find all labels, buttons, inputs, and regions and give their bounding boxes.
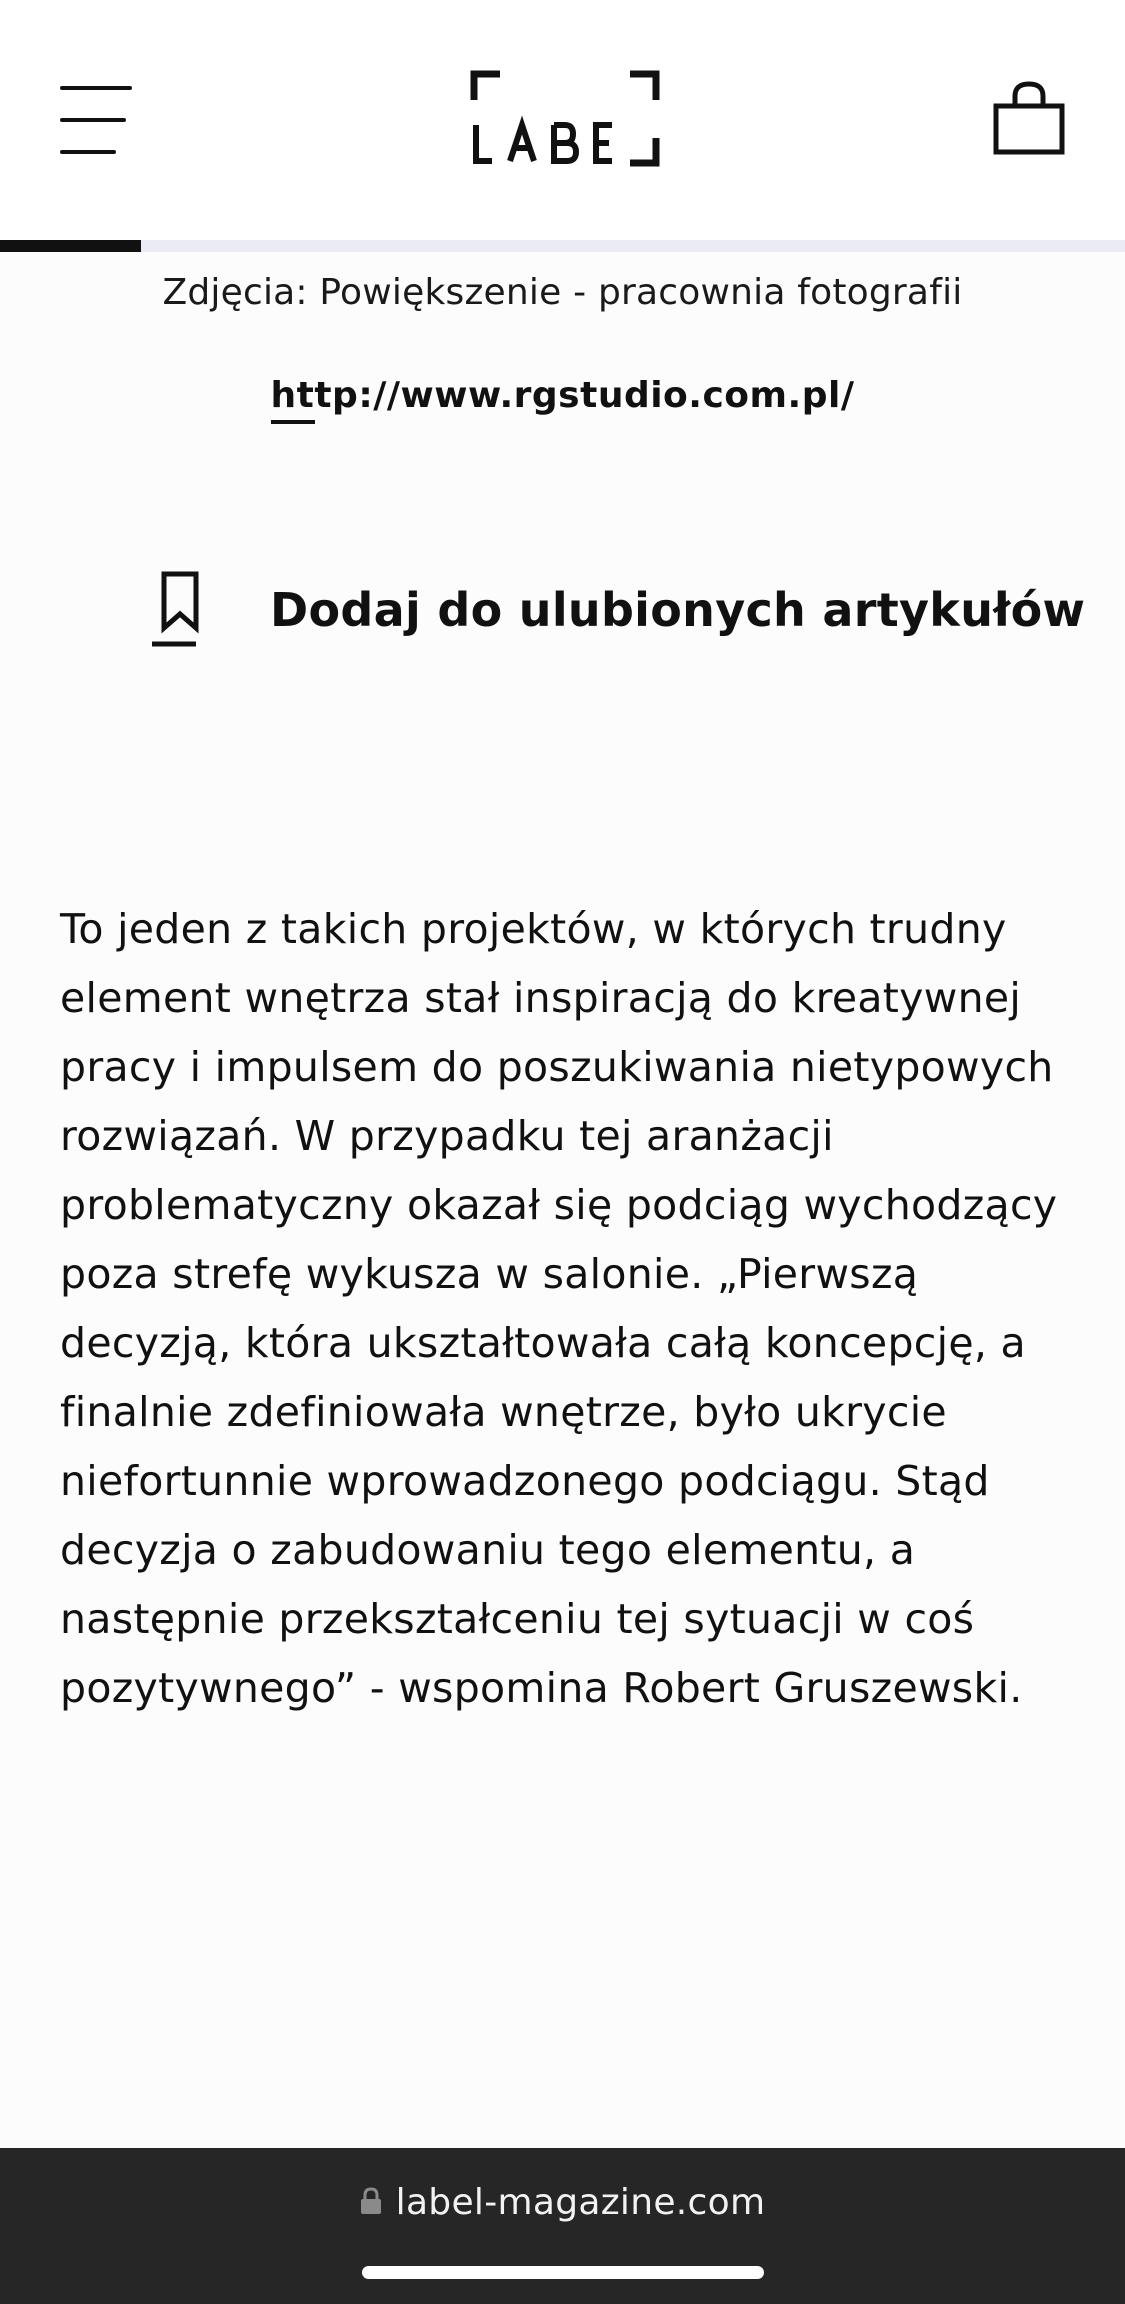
- add-to-favorites-button[interactable]: [150, 570, 1085, 650]
- url-text: label-magazine.com: [395, 2182, 766, 2223]
- menu-line: [60, 86, 132, 90]
- label-logo[interactable]: [470, 70, 660, 167]
- reading-progress-fill: [0, 240, 141, 252]
- url-field[interactable]: [0, 2182, 1125, 2223]
- photo-credit: Zdjęcia: Powiększenie - pracownia fotografii: [162, 272, 963, 313]
- menu-line: [60, 118, 126, 122]
- browser-address-bar: [0, 2148, 1125, 2304]
- article-paragraph: To jeden z takich projektów, w których trudny element wnętrza stał inspiracją do kreatywnej pracy i impulsem do poszukiwania nietypowych rozwiązań. W przypadku tej aranżacji problematyczny okazał się podciąg wychodzący poza strefę wykusza w salonie. „Pierwszą decyzją, która ukształtowała całą koncepcję, a finalnie zdefiniowała wnętrze, było ukrycie niefortunnie wprowadzonego podciągu. Stąd decyzja o zabudowaniu tego elementu, a następnie przekształceniu tej sytuacji w coś pozytywnego” - wspomina Robert Gruszewski.: [60, 905, 1058, 1712]
- hamburger-menu-icon[interactable]: [60, 84, 132, 156]
- add-to-favorites-label: Dodaj do ulubionych artykułów: [270, 583, 1086, 637]
- photographer-link-text[interactable]: http://www.rgstudio.com.pl/: [270, 375, 855, 416]
- lock-icon: [360, 2187, 382, 2215]
- menu-line: [60, 150, 116, 154]
- article-body: [60, 895, 1080, 1723]
- reading-progress-bar: [0, 240, 1125, 252]
- bookmark-icon: [150, 570, 210, 650]
- home-indicator[interactable]: [362, 2266, 764, 2279]
- photographer-link[interactable]: [0, 375, 1125, 416]
- site-header: [0, 0, 1125, 240]
- shopping-bag-icon[interactable]: [993, 80, 1065, 156]
